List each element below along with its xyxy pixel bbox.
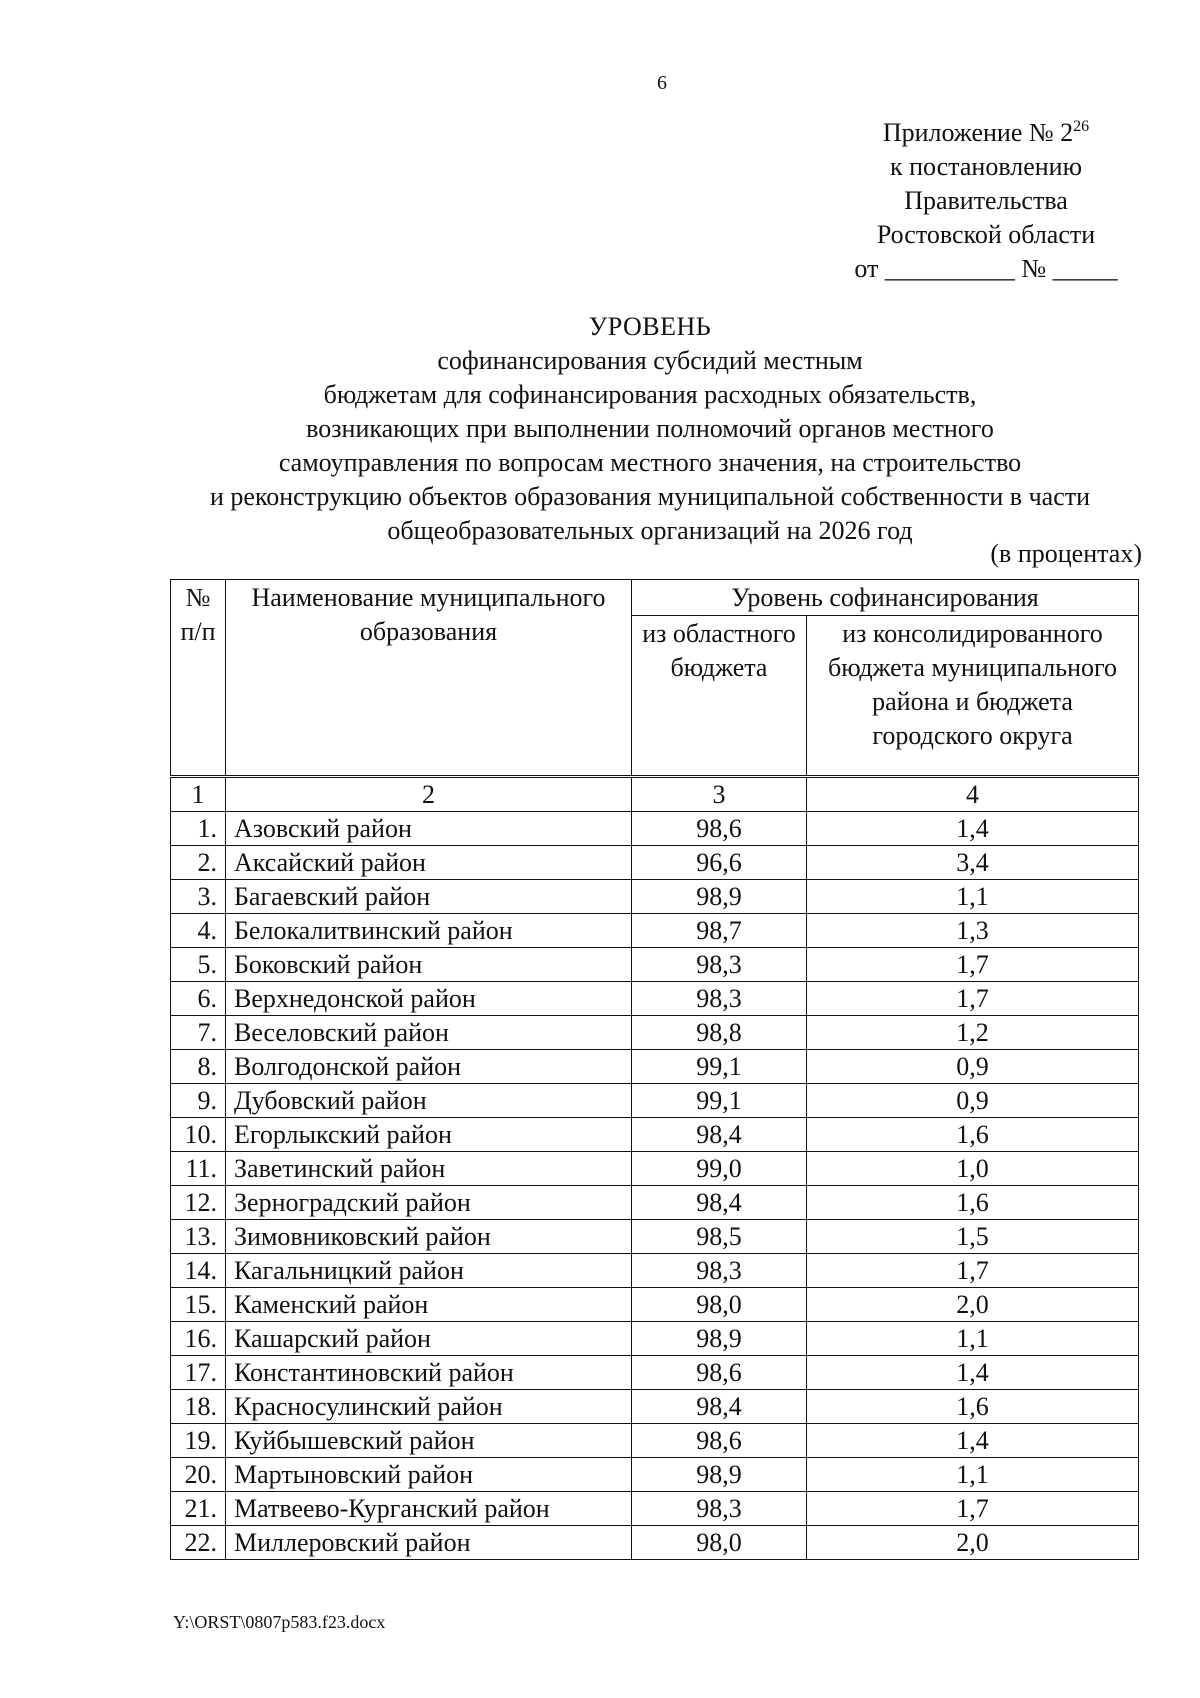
appendix-line-2: к постановлению <box>889 152 1083 181</box>
regional-budget-value: 98,0 <box>632 1526 807 1560</box>
regional-budget-value: 98,5 <box>632 1220 807 1254</box>
row-number: 9. <box>171 1084 226 1118</box>
table-row <box>171 1220 1139 1254</box>
table-row <box>171 1186 1139 1220</box>
appendix-block <box>846 116 1126 286</box>
header-municipality: Наименование муниципального образования <box>226 580 632 777</box>
table-row <box>171 1322 1139 1356</box>
municipality-name: Волгодонской район <box>226 1050 632 1084</box>
table-row <box>171 948 1139 982</box>
consolidated-budget-value: 1,6 <box>807 1118 1139 1152</box>
table-row <box>171 846 1139 880</box>
row-number: 12. <box>171 1186 226 1220</box>
table-row <box>171 1050 1139 1084</box>
table-row <box>171 1458 1139 1492</box>
row-number: 17. <box>171 1356 226 1390</box>
table-row <box>171 1424 1139 1458</box>
table-row <box>171 982 1139 1016</box>
regional-budget-value: 98,9 <box>632 880 807 914</box>
regional-budget-value: 98,4 <box>632 1390 807 1424</box>
row-number: 14. <box>171 1254 226 1288</box>
regional-budget-value: 98,4 <box>632 1186 807 1220</box>
row-number: 11. <box>171 1152 226 1186</box>
consolidated-budget-value: 1,1 <box>807 1322 1139 1356</box>
consolidated-budget-value: 1,4 <box>807 1424 1139 1458</box>
regional-budget-value: 99,1 <box>632 1050 807 1084</box>
table-row <box>171 1356 1139 1390</box>
consolidated-budget-value: 1,5 <box>807 1220 1139 1254</box>
regional-budget-value: 98,6 <box>632 1356 807 1390</box>
header-number: № п/п <box>171 580 226 777</box>
title-line-1: софинансирования субсидий местным <box>437 346 863 375</box>
municipality-name: Дубовский район <box>226 1084 632 1118</box>
municipality-name: Аксайский район <box>226 846 632 880</box>
appendix-line-3: Правительства <box>904 186 1068 215</box>
header-consolidated-budget: из консолидированного бюджета муниципального района и бюджета городского округа <box>807 616 1139 777</box>
consolidated-budget-value: 1,7 <box>807 982 1139 1016</box>
consolidated-budget-value: 1,1 <box>807 1458 1139 1492</box>
municipality-name: Константиновский район <box>226 1356 632 1390</box>
table-row <box>171 914 1139 948</box>
consolidated-budget-value: 1,7 <box>807 1254 1139 1288</box>
municipality-name: Багаевский район <box>226 880 632 914</box>
row-number: 21. <box>171 1492 226 1526</box>
municipality-name: Зерноградский район <box>226 1186 632 1220</box>
regional-budget-value: 96,6 <box>632 846 807 880</box>
consolidated-budget-value: 2,0 <box>807 1288 1139 1322</box>
column-number-3: 3 <box>632 777 807 812</box>
municipality-name: Верхнедонской район <box>226 982 632 1016</box>
row-number: 7. <box>171 1016 226 1050</box>
row-number: 18. <box>171 1390 226 1424</box>
row-number: 6. <box>171 982 226 1016</box>
regional-budget-value: 98,3 <box>632 1254 807 1288</box>
header-regional-budget: из областного бюджета <box>632 616 807 777</box>
table-row <box>171 1390 1139 1424</box>
municipality-name: Миллеровский район <box>226 1526 632 1560</box>
table-row <box>171 1492 1139 1526</box>
consolidated-budget-value: 1,7 <box>807 948 1139 982</box>
row-number: 8. <box>171 1050 226 1084</box>
consolidated-budget-value: 1,2 <box>807 1016 1139 1050</box>
appendix-title: Приложение № $2^{26}$ <box>882 118 1090 147</box>
column-number-2: 2 <box>226 777 632 812</box>
municipality-name: Куйбышевский район <box>226 1424 632 1458</box>
regional-budget-value: 98,6 <box>632 812 807 846</box>
appendix-superscript: 26 <box>1073 118 1090 135</box>
consolidated-budget-value: 1,4 <box>807 812 1139 846</box>
row-number: 3. <box>171 880 226 914</box>
consolidated-budget-value: 3,4 <box>807 846 1139 880</box>
title-line-2: бюджетам для софинансирования расходных обязательств, <box>323 380 977 409</box>
footer-file-path: Y:\ORST\0807p583.f23.docx <box>173 1612 386 1632</box>
regional-budget-value: 98,9 <box>632 1458 807 1492</box>
regional-budget-value: 98,0 <box>632 1288 807 1322</box>
municipality-name: Азовский район <box>226 812 632 846</box>
consolidated-budget-value: 1,6 <box>807 1390 1139 1424</box>
document-title <box>150 310 1150 548</box>
row-number: 10. <box>171 1118 226 1152</box>
consolidated-budget-value: 1,4 <box>807 1356 1139 1390</box>
municipality-name: Зимовниковский район <box>226 1220 632 1254</box>
municipality-name: Боковский район <box>226 948 632 982</box>
row-number: 2. <box>171 846 226 880</box>
table-row <box>171 812 1139 846</box>
table-body <box>171 812 1139 1560</box>
table-row <box>171 1118 1139 1152</box>
regional-budget-value: 98,3 <box>632 1492 807 1526</box>
table-row <box>171 1254 1139 1288</box>
municipality-name: Красносулинский район <box>226 1390 632 1424</box>
municipality-name: Егорлыкский район <box>226 1118 632 1152</box>
row-number: 19. <box>171 1424 226 1458</box>
municipality-name: Мартыновский район <box>226 1458 632 1492</box>
title-line-6: общеобразовательных организаций на 2026 год <box>387 516 913 545</box>
title-line-5: и реконструкцию объектов образования муниципальной собственности в части <box>209 482 1091 511</box>
column-number-4: 4 <box>807 777 1139 812</box>
municipality-name: Матвеево-Курганский район <box>226 1492 632 1526</box>
consolidated-budget-value: 2,0 <box>807 1526 1139 1560</box>
regional-budget-value: 98,7 <box>632 914 807 948</box>
row-number: 13. <box>171 1220 226 1254</box>
municipality-name: Белокалитвинский район <box>226 914 632 948</box>
row-number: 20. <box>171 1458 226 1492</box>
consolidated-budget-value: 1,3 <box>807 914 1139 948</box>
row-number: 1. <box>171 812 226 846</box>
consolidated-budget-value: 0,9 <box>807 1084 1139 1118</box>
table-row <box>171 1152 1139 1186</box>
regional-budget-value: 98,3 <box>632 948 807 982</box>
municipality-name: Веселовский район <box>226 1016 632 1050</box>
title-line-3: возникающих при выполнении полномочий органов местного <box>306 414 994 443</box>
row-number: 5. <box>171 948 226 982</box>
consolidated-budget-value: 1,0 <box>807 1152 1139 1186</box>
regional-budget-value: 99,0 <box>632 1152 807 1186</box>
regional-budget-value: 99,1 <box>632 1084 807 1118</box>
consolidated-budget-value: 1,6 <box>807 1186 1139 1220</box>
title-line-4: самоуправления по вопросам местного значения, на строительство <box>278 448 1022 477</box>
regional-budget-value: 98,6 <box>632 1424 807 1458</box>
appendix-line-4: Ростовской области <box>876 220 1096 249</box>
table-row <box>171 1016 1139 1050</box>
table-row <box>171 1288 1139 1322</box>
header-cofinancing-level: Уровень софинансирования <box>632 580 1139 616</box>
consolidated-budget-value: 1,1 <box>807 880 1139 914</box>
row-number: 16. <box>171 1322 226 1356</box>
municipality-name: Каменский район <box>226 1288 632 1322</box>
regional-budget-value: 98,4 <box>632 1118 807 1152</box>
table-row <box>171 880 1139 914</box>
row-number: 22. <box>171 1526 226 1560</box>
title-heading: УРОВЕНЬ <box>588 312 712 341</box>
units-note: (в процентах) <box>990 539 1142 568</box>
table-row <box>171 1526 1139 1560</box>
regional-budget-value: 98,9 <box>632 1322 807 1356</box>
consolidated-budget-value: 1,7 <box>807 1492 1139 1526</box>
appendix-date-line: от __________ № _____ <box>854 254 1118 283</box>
cofinancing-table <box>170 579 1139 1560</box>
page-number: 6 <box>657 72 667 94</box>
consolidated-budget-value: 0,9 <box>807 1050 1139 1084</box>
row-number: 4. <box>171 914 226 948</box>
row-number: 15. <box>171 1288 226 1322</box>
municipality-name: Кашарский район <box>226 1322 632 1356</box>
regional-budget-value: 98,8 <box>632 1016 807 1050</box>
column-number-1: 1 <box>171 777 226 812</box>
municipality-name: Кагальницкий район <box>226 1254 632 1288</box>
regional-budget-value: 98,3 <box>632 982 807 1016</box>
municipality-name: Заветинский район <box>226 1152 632 1186</box>
table-row <box>171 1084 1139 1118</box>
